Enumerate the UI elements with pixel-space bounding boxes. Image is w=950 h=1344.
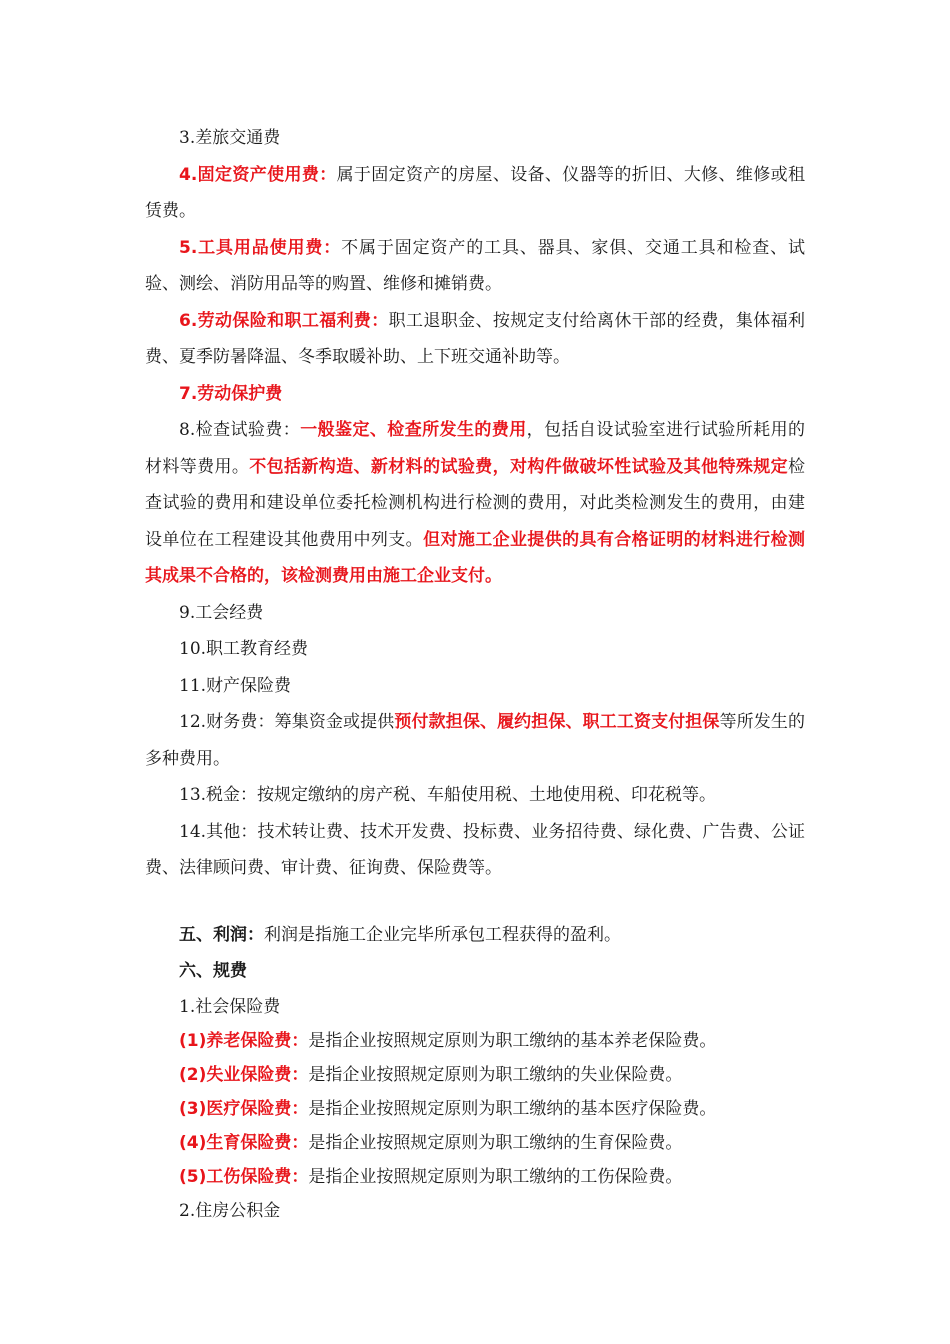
insurance-item-3-body: 是指企业按照规定原则为职工缴纳的基本医疗保险费。 <box>308 1098 717 1119</box>
item-8-text-2: 检查试验的费用和建设单位委托检测机构进行检测的费用，对此类检测发生的费用，由建设单位在工程建设其他费用中列支。 <box>145 456 806 550</box>
item-3-text: 3.差旅交通费 <box>179 128 281 148</box>
insurance-item-3 <box>145 1092 805 1126</box>
item-8-highlight-3: 但对施工企业提供的具有合格证明的材料进行检测其成果不合格的，该检测费用由施工企业支付。 <box>145 529 806 586</box>
section-5-body: 利润是指施工企业完毕所承包工程获得的盈利。 <box>264 924 621 945</box>
item-5 <box>145 230 805 303</box>
section-5-heading: 五、利润： <box>179 924 264 945</box>
item-4-body: 属于固定资产的房屋、设备、仪器等的折旧、大修、维修或租赁费。 <box>145 164 805 221</box>
insurance-item-5-heading: (5)工伤保险费： <box>179 1166 309 1187</box>
insurance-item-1-body: 是指企业按照规定原则为职工缴纳的基本养老保险费。 <box>308 1030 717 1051</box>
item-8-text-1: ，包括自设试验室进行试验所耗用的材料等费用。 <box>145 420 805 477</box>
item-8-lead: 8.检查试验费： <box>179 420 301 440</box>
item-11 <box>145 668 805 705</box>
housing-fund-heading <box>145 1194 805 1228</box>
housing-fund-title: 2.住房公积金 <box>179 1200 281 1221</box>
section-5 <box>145 917 805 954</box>
insurance-item-4 <box>145 1126 805 1160</box>
item-8 <box>145 412 805 595</box>
item-5-body: 不属于固定资产的工具、器具、家俱、交通工具和检查、试验、测绘、消防用品等的购置、维修和摊销费。 <box>145 237 805 294</box>
item-6-body: 职工退职金、按规定支付给离休干部的经费，集体福利费、夏季防暑降温、冬季取暖补助、上下班交通补助等。 <box>145 310 806 367</box>
item-6-heading: 6.劳动保险和职工福利费： <box>179 310 389 331</box>
item-12-highlight: 预付款担保、履约担保、职工工资支付担保 <box>394 712 720 732</box>
item-13-text: 13.税金：按规定缴纳的房产税、车船使用税、土地使用税、印花税等。 <box>179 785 717 805</box>
item-3 <box>145 120 805 157</box>
insurance-item-4-heading: (4)生育保险费： <box>179 1132 309 1153</box>
social-insurance-title: 1.社会保险费 <box>179 996 281 1017</box>
insurance-item-5 <box>145 1160 805 1194</box>
insurance-item-1 <box>145 1024 805 1058</box>
social-insurance-heading <box>145 990 805 1024</box>
item-9-text: 9.工会经费 <box>179 602 264 623</box>
item-7-heading: 7.劳动保护费 <box>179 383 283 404</box>
document-page <box>145 120 805 1228</box>
section-6-heading <box>145 953 805 990</box>
item-5-heading: 5.工具用品使用费： <box>179 237 342 258</box>
item-12-lead: 12.财务费：筹集资金或提供 <box>179 712 395 732</box>
item-10-text: 10.职工教育经费 <box>179 639 309 659</box>
item-12 <box>145 704 805 777</box>
insurance-item-1-heading: (1)养老保险费： <box>179 1030 309 1051</box>
insurance-item-2 <box>145 1058 805 1092</box>
insurance-item-3-heading: (3)医疗保险费： <box>179 1098 309 1119</box>
insurance-item-4-body: 是指企业按照规定原则为职工缴纳的生育保险费。 <box>308 1132 683 1153</box>
item-6 <box>145 303 805 376</box>
insurance-item-5-body: 是指企业按照规定原则为职工缴纳的工伤保险费。 <box>308 1166 683 1187</box>
item-7 <box>145 376 805 413</box>
item-4 <box>145 157 805 230</box>
item-9 <box>145 595 805 632</box>
item-14-text: 14.其他：技术转让费、技术开发费、投标费、业务招待费、绿化费、广告费、公证费、法律顾问费、审计费、征询费、保险费等。 <box>145 821 805 878</box>
insurance-item-2-heading: (2)失业保险费： <box>179 1064 309 1085</box>
item-14 <box>145 814 805 887</box>
item-13 <box>145 777 805 814</box>
item-8-highlight-1: 一般鉴定、检查所发生的费用 <box>300 420 527 440</box>
section-6-title: 六、规费 <box>179 961 247 981</box>
item-10 <box>145 631 805 668</box>
item-12-tail: 等所发生的多种费用。 <box>145 712 805 769</box>
section-gap <box>145 887 805 917</box>
item-11-text: 11.财产保险费 <box>179 675 292 696</box>
item-8-highlight-2: 不包括新构造、新材料的试验费，对构件做破坏性试验及其他特殊规定 <box>249 456 789 477</box>
item-4-heading: 4.固定资产使用费： <box>179 164 337 185</box>
insurance-item-2-body: 是指企业按照规定原则为职工缴纳的失业保险费。 <box>308 1064 683 1085</box>
